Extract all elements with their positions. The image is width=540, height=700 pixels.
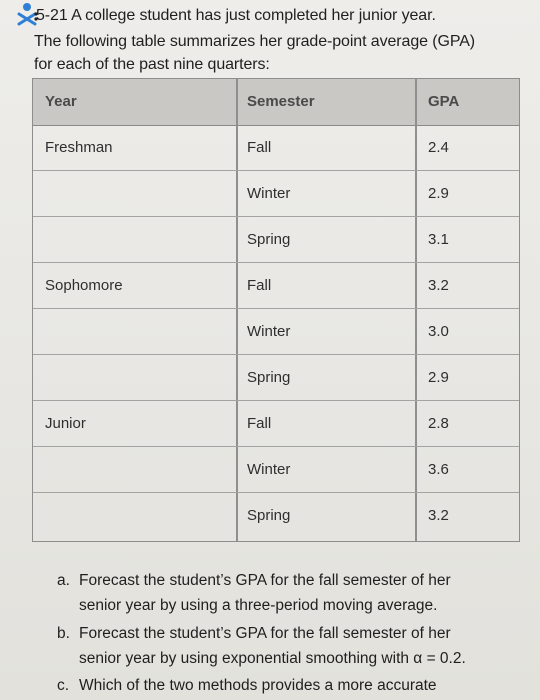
cell-year: Junior [45,415,86,432]
cell-gpa: 2.8 [428,415,449,432]
cell-gpa: 3.1 [428,231,449,248]
table-row [33,309,519,355]
cell-semester: Fall [247,415,272,432]
question-label: b. [57,625,70,642]
table-row [33,217,519,263]
cell-gpa: 2.9 [428,185,449,202]
cell-gpa: 2.9 [428,369,449,386]
cell-gpa: 2.4 [428,139,449,156]
cell-semester: Winter [247,461,291,478]
cell-year: Sophomore [45,277,123,294]
table-row [33,125,519,171]
table-row [33,401,519,447]
question-text: Forecast the student’s GPA for the fall semester of her [79,572,451,589]
cell-semester: Winter [247,323,291,340]
table-header [33,79,519,126]
question-text: Which of the two methods provides a more accurate [79,677,437,694]
cell-gpa: 3.0 [428,323,449,340]
header-semester: Semester [247,93,315,110]
cell-gpa: 3.2 [428,277,449,294]
cell-semester: Fall [247,139,272,156]
cell-semester: Spring [247,369,291,386]
question-text: Forecast the student’s GPA for the fall semester of her [79,625,451,642]
cell-year: Freshman [45,139,113,156]
table-row [33,355,519,401]
gpa-table [32,78,520,542]
cell-gpa: 3.6 [428,461,449,478]
cell-semester: Spring [247,507,291,524]
table-row [33,493,519,539]
problem-statement-line-3: for each of the past nine quarters: [34,56,270,73]
cell-semester: Fall [247,277,272,294]
table-row [33,447,519,493]
problem-statement-line-2: The following table summarizes her grade-point average (GPA) [34,33,476,50]
cell-gpa: 3.2 [428,507,449,524]
header-year: Year [45,93,77,110]
table-row [33,171,519,217]
cell-semester: Spring [247,231,291,248]
question-label: a. [57,572,70,589]
question-text: senior year by using exponential smoothing with α = 0.2. [79,650,466,667]
question-label: c. [57,677,70,694]
problem-type-icon [16,2,38,26]
question-text: senior year by using a three-period moving average. [79,597,438,614]
header-gpa: GPA [428,93,460,110]
table-row [33,263,519,309]
cell-semester: Winter [247,185,291,202]
problem-statement-line-1: 5-21 A college student has just completed her junior year. [36,7,436,24]
